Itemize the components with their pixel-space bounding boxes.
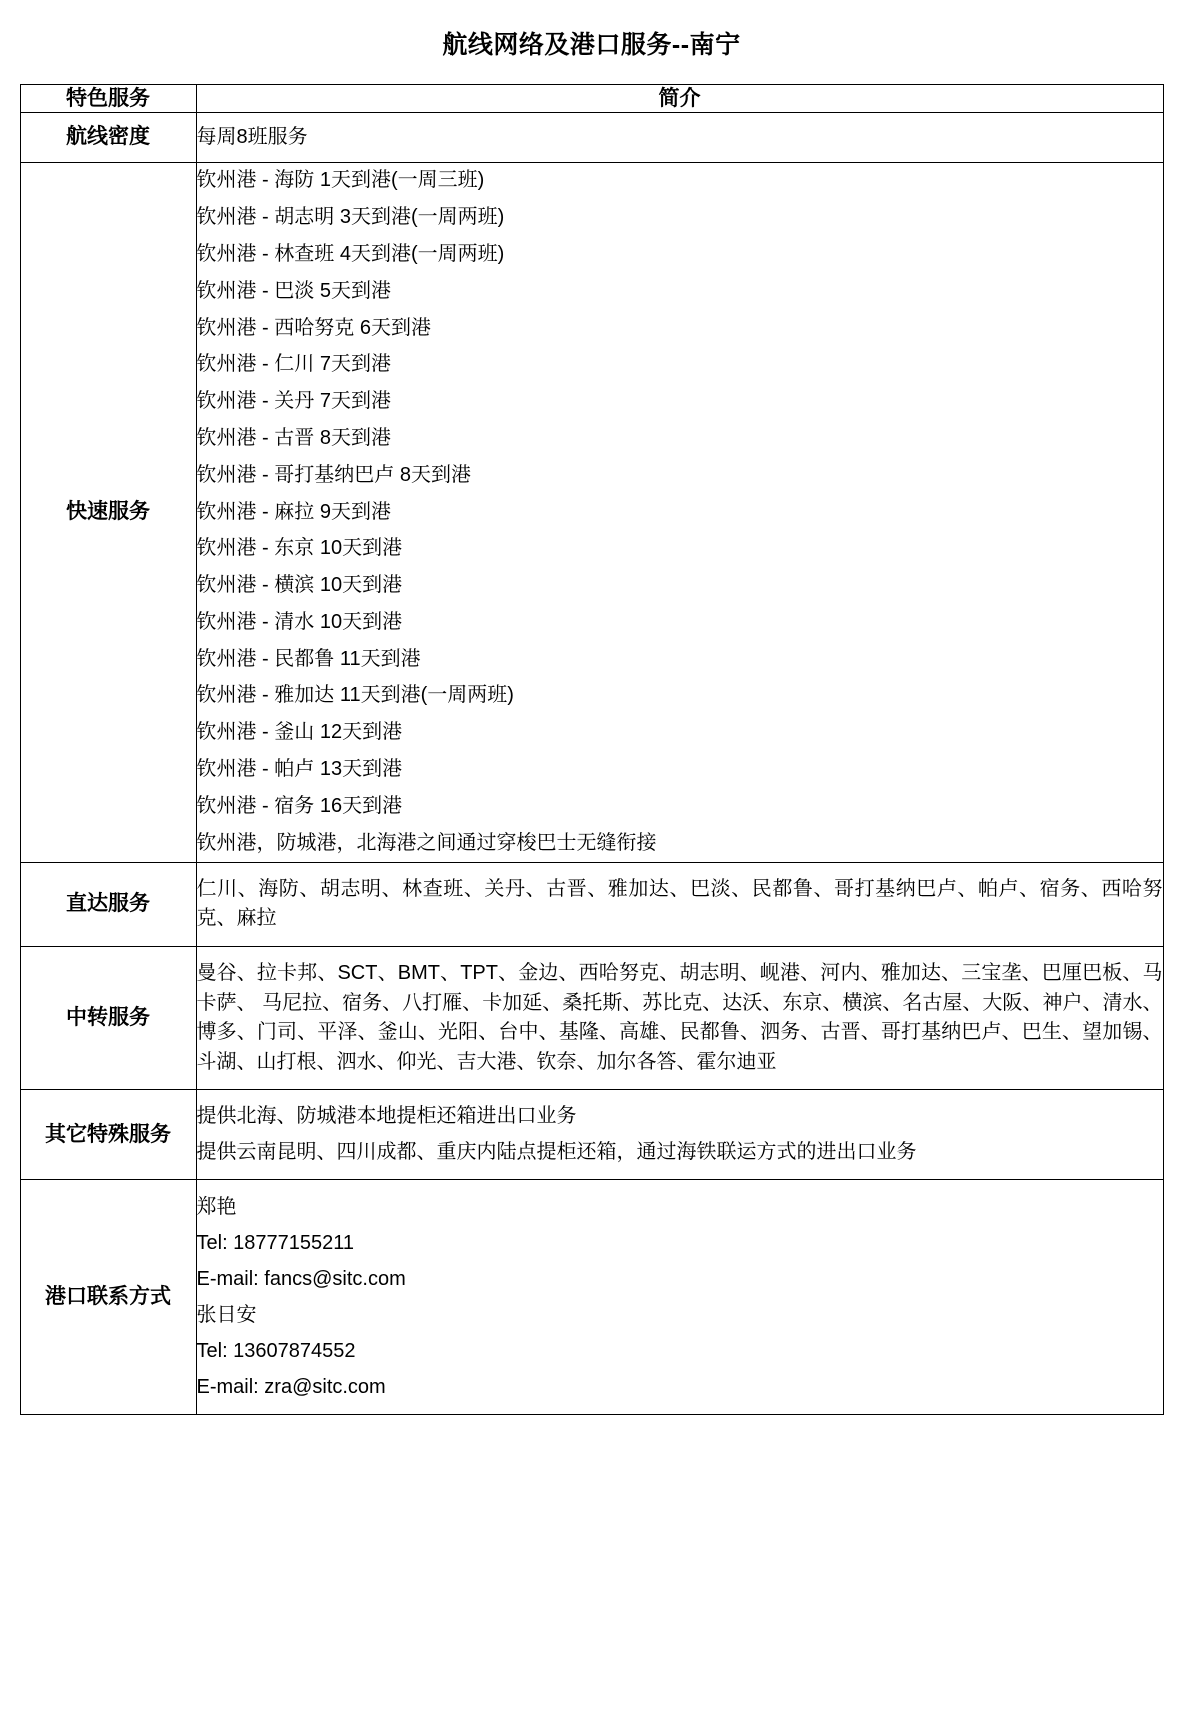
- route-line: 钦州港 - 关丹 7天到港: [196, 390, 391, 413]
- route-line: 钦州港 - 西哈努克 6天到港: [196, 316, 431, 339]
- route-line: 钦州港 - 哥打基纳巴卢 8天到港: [196, 463, 471, 486]
- table-row-transit-service: [20, 946, 1163, 1089]
- contact-phone: Tel: 13607874552: [196, 1339, 356, 1362]
- service-note: 提供北海、防城港本地提柜还箱进出口业务: [196, 1105, 577, 1128]
- route-line: 钦州港 - 巴淡 5天到港: [196, 279, 391, 302]
- row-content-fast-service: [196, 162, 1163, 862]
- text-line: 每周8班服务: [196, 125, 308, 148]
- route-line: 钦州港 - 帕卢 13天到港: [196, 757, 403, 780]
- row-content-route-density: [196, 113, 1163, 163]
- route-line: 钦州港 - 宿务 16天到港: [196, 794, 403, 817]
- table-row-other-special-service: [20, 1090, 1163, 1180]
- row-label-other-special-service: 其它特殊服务: [20, 1090, 196, 1180]
- row-content-transit-service: [196, 946, 1163, 1089]
- route-line: 钦州港 - 横滨 10天到港: [196, 574, 403, 597]
- port-list: 曼谷、拉卡邦、SCT、BMT、TPT、金边、西哈努克、胡志明、岘港、河内、雅加达、三宝垄、巴厘巴板、马卡萨、 马尼拉、宿务、八打雁、卡加延、桑托斯、苏比克、达沃、东京、横滨、名古屋、大阪、神户、清水、博多、门司、平泽、釜山、光阳、台中、基隆、高雄、民都鲁、泗务、古晋、哥打基纳巴卢、巴生、望加锡、斗湖、山打根、泗水、仰光、吉大港、钦奈、加尔各答、霍尔迪亚: [196, 961, 1163, 1073]
- route-line: 钦州港 - 釜山 12天到港: [196, 721, 403, 744]
- row-label-port-contact: 港口联系方式: [20, 1180, 196, 1415]
- route-line: 钦州港 - 海防 1天到港(一周三班): [196, 169, 485, 192]
- contact-phone: Tel: 18777155211: [196, 1231, 355, 1254]
- header-description: 简介: [196, 85, 1163, 113]
- shuttle-bus-note: 钦州港，防城港，北海港之间通过穿梭巴士无缝衔接: [196, 831, 657, 854]
- route-line: 钦州港 - 胡志明 3天到港(一周两班): [196, 206, 505, 229]
- route-line: 钦州港 - 古晋 8天到港: [196, 426, 391, 449]
- row-label-direct-service: 直达服务: [20, 862, 196, 946]
- header-feature-service: 特色服务: [20, 85, 196, 113]
- route-line: 钦州港 - 林查班 4天到港(一周两班): [196, 243, 505, 266]
- row-label-transit-service: 中转服务: [20, 946, 196, 1089]
- row-content-port-contact: [196, 1180, 1163, 1415]
- row-content-direct-service: [196, 862, 1163, 946]
- route-line: 钦州港 - 麻拉 9天到港: [196, 500, 391, 523]
- contact-name: 郑艳: [196, 1195, 237, 1218]
- route-line: 钦州港 - 清水 10天到港: [196, 610, 403, 633]
- table-header-row: [20, 85, 1163, 113]
- table-row-direct-service: [20, 862, 1163, 946]
- service-table: [20, 84, 1164, 1415]
- port-list: 仁川、海防、胡志明、林查班、关丹、古晋、雅加达、巴淡、民都鲁、哥打基纳巴卢、帕卢、宿务、西哈努克、麻拉: [196, 877, 1163, 930]
- contact-name: 张日安: [196, 1303, 257, 1326]
- table-row-route-density: [20, 113, 1163, 163]
- page-title: 航线网络及港口服务--南宁: [442, 31, 741, 59]
- service-note: 提供云南昆明、四川成都、重庆内陆点提柜还箱，通过海铁联运方式的进出口业务: [196, 1140, 917, 1163]
- route-line: 钦州港 - 仁川 7天到港: [196, 353, 391, 376]
- route-line: 钦州港 - 雅加达 11天到港(一周两班): [196, 684, 514, 707]
- table-row-port-contact: [20, 1180, 1163, 1415]
- row-label-fast-service: 快速服务: [20, 162, 196, 862]
- route-line: 钦州港 - 东京 10天到港: [196, 537, 403, 560]
- contact-email: E-mail: zra@sitc.com: [196, 1375, 386, 1398]
- row-label-route-density: 航线密度: [20, 113, 196, 163]
- contact-email: E-mail: fancs@sitc.com: [196, 1267, 406, 1290]
- table-row-fast-service: [20, 162, 1163, 862]
- table-body: [20, 113, 1163, 1415]
- route-line: 钦州港 - 民都鲁 11天到港: [196, 647, 421, 670]
- row-content-other-special-service: [196, 1090, 1163, 1180]
